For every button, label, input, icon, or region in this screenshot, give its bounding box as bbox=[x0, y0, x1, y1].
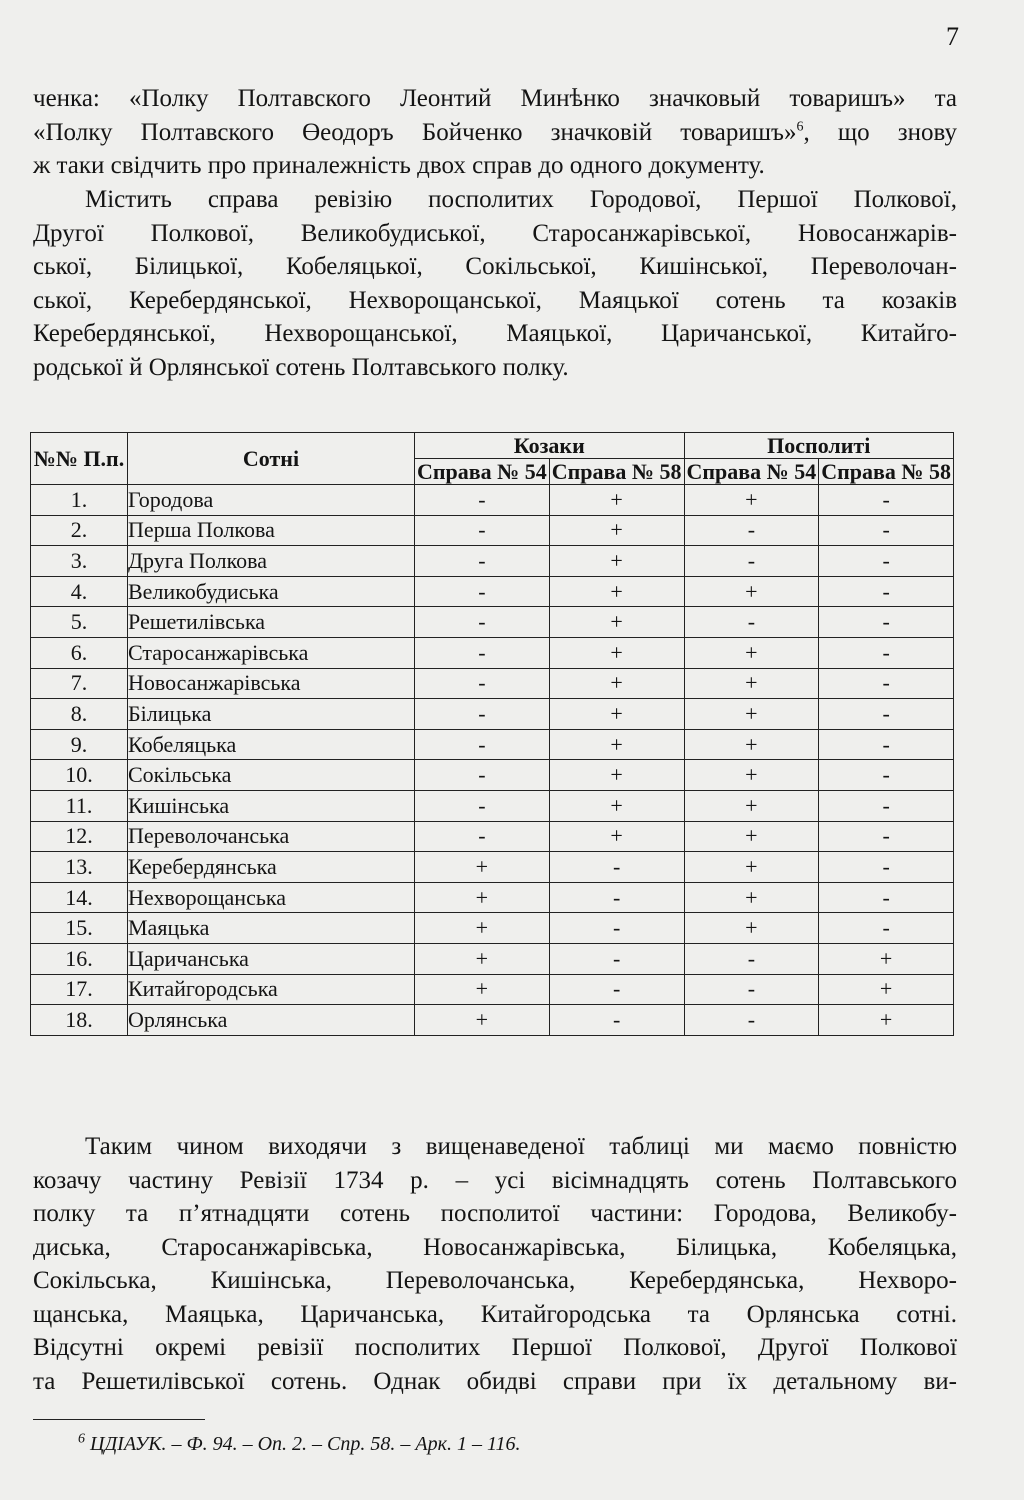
cell-n: 18. bbox=[31, 1005, 128, 1036]
cell-c54: - bbox=[415, 729, 550, 760]
cell-name: Новосанжарівська bbox=[128, 668, 415, 699]
cell-n: 12. bbox=[31, 821, 128, 852]
cell-n: 11. bbox=[31, 790, 128, 821]
text-line: ж таки свідчить про приналежність двох справ до одного документу. bbox=[33, 152, 765, 179]
cell-p54: + bbox=[684, 637, 819, 668]
cell-p58: - bbox=[819, 576, 954, 607]
cell-c58: + bbox=[549, 760, 684, 791]
cell-n: 3. bbox=[31, 546, 128, 577]
cell-n: 2. bbox=[31, 515, 128, 546]
cell-n: 10. bbox=[31, 760, 128, 791]
text-fragment: «Полку Полтавского Өеодоръ Бойченко значковій товаришъ» bbox=[33, 118, 797, 146]
cell-n: 8. bbox=[31, 699, 128, 730]
cell-c58: - bbox=[549, 943, 684, 974]
cell-p58: - bbox=[819, 882, 954, 913]
header-cossacks-54: Справа № 54 bbox=[415, 459, 550, 485]
cell-n: 17. bbox=[31, 974, 128, 1005]
intro-paragraph bbox=[33, 82, 957, 183]
cell-c54: + bbox=[415, 852, 550, 883]
table-row bbox=[31, 576, 954, 607]
conclusion-paragraph bbox=[33, 1130, 957, 1398]
cell-c54: - bbox=[415, 790, 550, 821]
cell-name: Решетилівська bbox=[128, 607, 415, 638]
table-row bbox=[31, 882, 954, 913]
table-body bbox=[31, 485, 954, 1036]
text-line: родської й Орлянської сотень Полтавського полку. bbox=[33, 353, 569, 381]
cell-name: Царичанська bbox=[128, 943, 415, 974]
text-line: ченка: «Полку Полтавского Леонтий Минѣнко значковый товаришъ» та bbox=[33, 85, 957, 112]
cell-c54: - bbox=[415, 515, 550, 546]
cell-p54: + bbox=[684, 668, 819, 699]
cell-name: Перша Полкова bbox=[128, 515, 415, 546]
header-commoners-58: Справа № 58 bbox=[819, 459, 954, 485]
cell-c54: + bbox=[415, 882, 550, 913]
cell-c54: - bbox=[415, 760, 550, 791]
table-row bbox=[31, 852, 954, 883]
text-line: Другої Полкової, Великобудиської, Старосанжарівської, Новосанжарів- bbox=[33, 219, 957, 247]
cell-n: 7. bbox=[31, 668, 128, 699]
table-row bbox=[31, 485, 954, 516]
cell-p54: - bbox=[684, 943, 819, 974]
table-row bbox=[31, 668, 954, 699]
cell-c54: + bbox=[415, 974, 550, 1005]
cell-p54: - bbox=[684, 607, 819, 638]
cell-name: Китайгородська bbox=[128, 974, 415, 1005]
cell-n: 5. bbox=[31, 607, 128, 638]
cell-c58: - bbox=[549, 852, 684, 883]
table-row bbox=[31, 699, 954, 730]
cell-p58: - bbox=[819, 485, 954, 516]
cell-name: Друга Полкова bbox=[128, 546, 415, 577]
cell-p58: + bbox=[819, 974, 954, 1005]
cell-c54: - bbox=[415, 485, 550, 516]
cell-c58: + bbox=[549, 637, 684, 668]
cell-name: Кобеляцька bbox=[128, 729, 415, 760]
header-cossacks-58: Справа № 58 bbox=[549, 459, 684, 485]
cell-name: Переволочанська bbox=[128, 821, 415, 852]
cell-n: 6. bbox=[31, 637, 128, 668]
table-row bbox=[31, 943, 954, 974]
cell-name: Нехворощанська bbox=[128, 882, 415, 913]
cell-name: Білицька bbox=[128, 699, 415, 730]
cell-p58: - bbox=[819, 729, 954, 760]
cell-p58: - bbox=[819, 546, 954, 577]
text-line: диська, Старосанжарівська, Новосанжарівська, Білицька, Кобеляцька, bbox=[33, 1233, 957, 1261]
cell-c54: - bbox=[415, 546, 550, 577]
text-line: щанська, Маяцька, Царичанська, Китайгородська та Орлянська сотні. bbox=[33, 1300, 957, 1328]
header-number: №№ П.п. bbox=[31, 433, 128, 485]
cell-p54: + bbox=[684, 760, 819, 791]
cell-c54: + bbox=[415, 943, 550, 974]
text-line: Сокільська, Кишінська, Переволочанська, Керебердянська, Нехворо- bbox=[33, 1267, 957, 1294]
table-row bbox=[31, 974, 954, 1005]
table-row bbox=[31, 913, 954, 944]
cell-c54: - bbox=[415, 699, 550, 730]
cell-p58: - bbox=[819, 699, 954, 730]
cell-c58: + bbox=[549, 607, 684, 638]
cell-c54: - bbox=[415, 607, 550, 638]
cell-c54: + bbox=[415, 1005, 550, 1036]
text-line: Керебердянської, Нехворощанської, Маяцької, Царичанської, Китайго- bbox=[33, 320, 957, 347]
footnote bbox=[78, 1433, 520, 1456]
cell-p54: + bbox=[684, 852, 819, 883]
text-line: полку та п’ятнадцяти сотень посполитої частини: Городова, Великобу- bbox=[33, 1200, 957, 1227]
cell-p58: - bbox=[819, 790, 954, 821]
cell-p58: + bbox=[819, 943, 954, 974]
cell-p58: - bbox=[819, 760, 954, 791]
cell-p58: - bbox=[819, 913, 954, 944]
cell-c54: + bbox=[415, 913, 550, 944]
table-row bbox=[31, 515, 954, 546]
cell-c58: + bbox=[549, 821, 684, 852]
text-fragment: , що знову bbox=[803, 118, 957, 146]
cell-n: 15. bbox=[31, 913, 128, 944]
footnote-divider bbox=[33, 1419, 205, 1420]
cell-name: Орлянська bbox=[128, 1005, 415, 1036]
table-row bbox=[31, 607, 954, 638]
footnote-reference: 6 bbox=[796, 119, 804, 135]
table-row bbox=[31, 1005, 954, 1036]
cell-p58: - bbox=[819, 852, 954, 883]
cell-c58: + bbox=[549, 485, 684, 516]
cell-c58: + bbox=[549, 515, 684, 546]
cell-n: 4. bbox=[31, 576, 128, 607]
text-line: ської, Керебердянської, Нехворощанської, Маяцької сотень та козаків bbox=[33, 286, 957, 314]
cell-p54: + bbox=[684, 913, 819, 944]
cell-c58: + bbox=[549, 546, 684, 577]
table-row bbox=[31, 729, 954, 760]
cell-n: 14. bbox=[31, 882, 128, 913]
cell-p58: - bbox=[819, 515, 954, 546]
cell-c58: - bbox=[549, 882, 684, 913]
cell-n: 1. bbox=[31, 485, 128, 516]
cell-p54: + bbox=[684, 790, 819, 821]
cell-p54: - bbox=[684, 546, 819, 577]
table-row bbox=[31, 790, 954, 821]
cell-p58: - bbox=[819, 607, 954, 638]
cell-n: 16. bbox=[31, 943, 128, 974]
table-row bbox=[31, 546, 954, 577]
cell-c58: + bbox=[549, 790, 684, 821]
cell-c58: - bbox=[549, 974, 684, 1005]
page-number: 7 bbox=[946, 22, 960, 51]
text-line bbox=[33, 116, 957, 150]
table-row bbox=[31, 637, 954, 668]
cell-p54: - bbox=[684, 1005, 819, 1036]
cell-name: Кишінська bbox=[128, 790, 415, 821]
text-line: Містить справа ревізію посполитих Городової, Першої Полкової, bbox=[85, 186, 957, 213]
cell-c54: - bbox=[415, 821, 550, 852]
header-cossacks: Козаки bbox=[415, 433, 685, 459]
text-line: козачу частину Ревізії 1734 р. – усі вісімнадцять сотень Полтавського bbox=[33, 1166, 957, 1194]
cell-p54: + bbox=[684, 485, 819, 516]
cell-c58: - bbox=[549, 1005, 684, 1036]
cell-c58: + bbox=[549, 729, 684, 760]
footnote-marker: 6 bbox=[78, 1431, 85, 1447]
cell-n: 13. bbox=[31, 852, 128, 883]
header-sotni: Сотні bbox=[128, 433, 415, 485]
cell-n: 9. bbox=[31, 729, 128, 760]
cell-c58: + bbox=[549, 699, 684, 730]
header-commoners: Посполиті bbox=[684, 433, 954, 459]
cell-p54: + bbox=[684, 882, 819, 913]
cell-c58: + bbox=[549, 668, 684, 699]
text-line: та Решетилівської сотень. Однак обидві справи при їх детальному ви- bbox=[33, 1367, 957, 1395]
cell-c54: - bbox=[415, 576, 550, 607]
cell-c54: - bbox=[415, 668, 550, 699]
text-line: ської, Білицької, Кобеляцької, Сокільської, Кишінської, Переволочан- bbox=[33, 253, 957, 280]
cell-p54: + bbox=[684, 699, 819, 730]
cell-p54: + bbox=[684, 729, 819, 760]
cell-p58: - bbox=[819, 821, 954, 852]
cell-p54: - bbox=[684, 515, 819, 546]
cell-name: Великобудиська bbox=[128, 576, 415, 607]
cell-p54: + bbox=[684, 576, 819, 607]
cell-p54: - bbox=[684, 974, 819, 1005]
text-line: Відсутні окремі ревізії посполитих Першої Полкової, Другої Полкової bbox=[33, 1334, 957, 1361]
cell-name: Старосанжарівська bbox=[128, 637, 415, 668]
footnote-text: ЦДІАУК. – Ф. 94. – Оп. 2. – Спр. 58. – Арк. 1 – 116. bbox=[85, 1433, 521, 1455]
cell-c58: + bbox=[549, 576, 684, 607]
cell-p58: - bbox=[819, 668, 954, 699]
cell-p54: + bbox=[684, 821, 819, 852]
header-commoners-54: Справа № 54 bbox=[684, 459, 819, 485]
table-row bbox=[31, 821, 954, 852]
cell-name: Маяцька bbox=[128, 913, 415, 944]
cell-name: Сокільська bbox=[128, 760, 415, 791]
cell-name: Керебердянська bbox=[128, 852, 415, 883]
revision-table bbox=[30, 432, 954, 1036]
contents-paragraph bbox=[33, 183, 957, 384]
cell-name: Городова bbox=[128, 485, 415, 516]
cell-c58: - bbox=[549, 913, 684, 944]
text-line: Таким чином виходячи з вищенаведеної таблиці ми маємо повністю bbox=[85, 1133, 957, 1160]
cell-p58: - bbox=[819, 637, 954, 668]
cell-p58: + bbox=[819, 1005, 954, 1036]
table-row bbox=[31, 760, 954, 791]
cell-c54: - bbox=[415, 637, 550, 668]
